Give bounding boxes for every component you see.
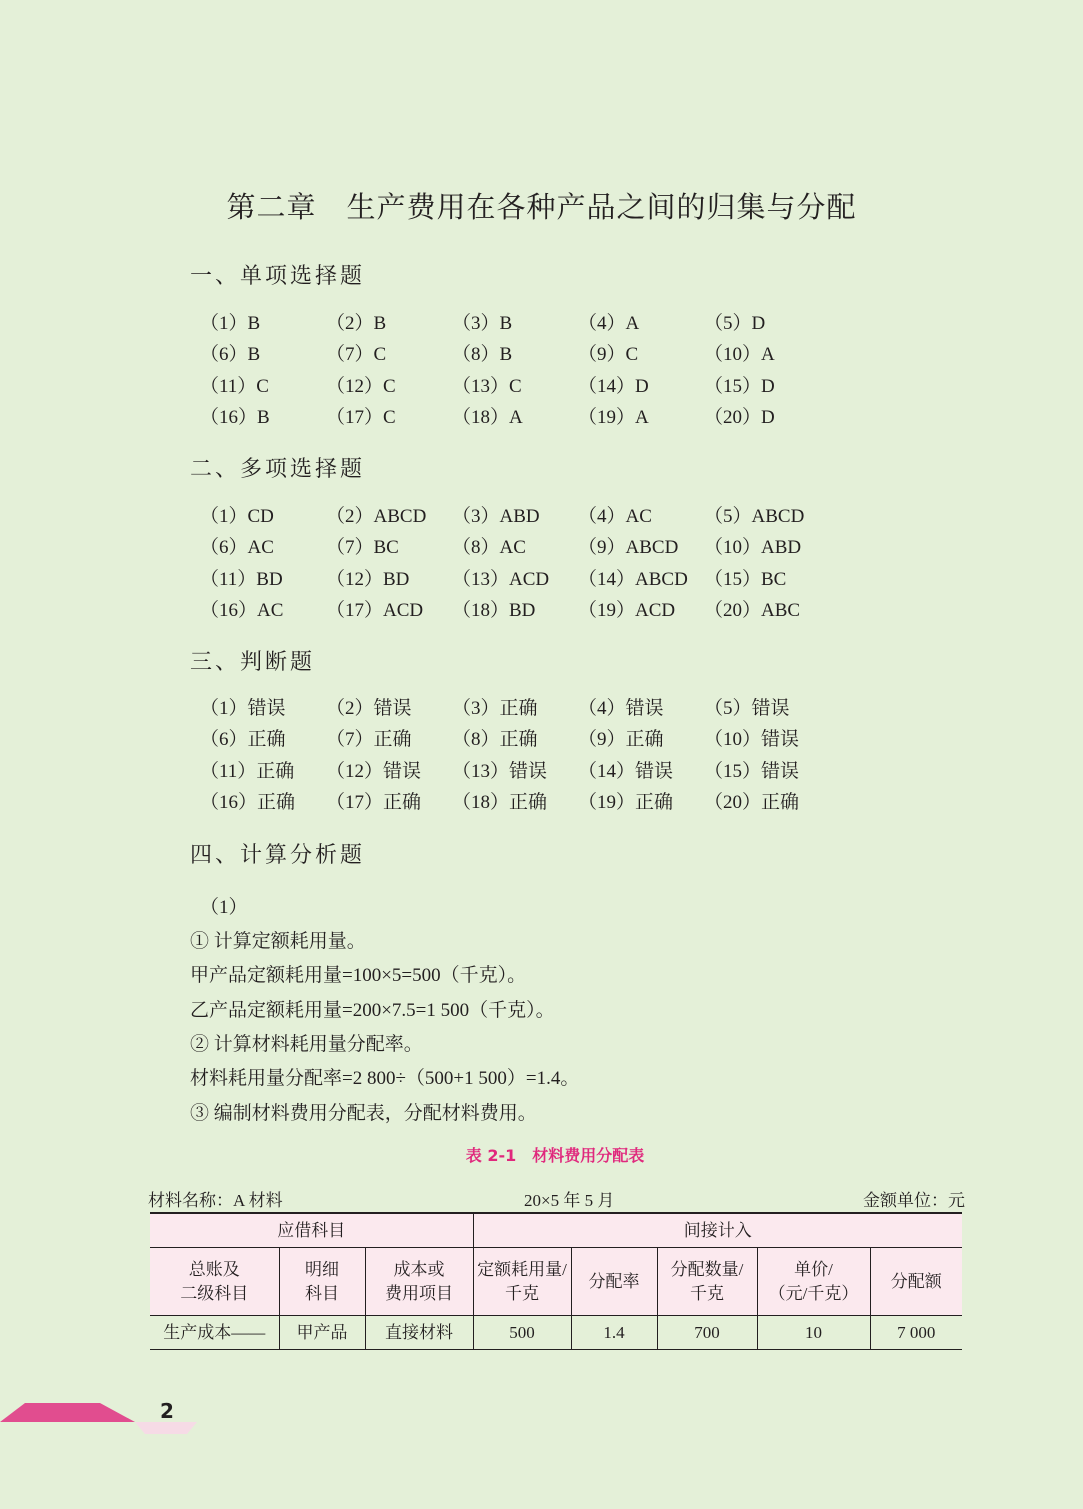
cell-amount: 7 000	[870, 1316, 962, 1350]
answer-item: （3）正确	[452, 698, 538, 719]
calc-line: 甲产品定额耗用量=100×5=500（千克）。	[190, 965, 527, 986]
answer-item: （14）D	[578, 375, 649, 397]
answer-item: （10）A	[704, 344, 775, 366]
answer-item: （11）C	[200, 375, 269, 397]
answer-item: （14）错误	[578, 760, 674, 782]
answer-item: （16）正确	[200, 791, 296, 813]
header-allocated-quantity: 分配数量/ 千克	[657, 1248, 757, 1316]
header-debit-accounts: 应借科目	[150, 1213, 473, 1248]
answer-item: （9）正确	[578, 729, 664, 751]
calc-line: ② 计算材料耗用量分配率。	[190, 1034, 423, 1055]
answer-item: （4）A	[578, 313, 640, 334]
cell-cost-item: 直接材料	[365, 1316, 473, 1350]
answer-item: （3）ABD	[452, 506, 540, 527]
table-row	[150, 1316, 962, 1350]
answer-item: （9）ABCD	[578, 537, 679, 559]
answer-item: （19）ACD	[578, 599, 676, 621]
calc-line: 乙产品定额耗用量=200×7.5=1 500（千克）。	[190, 1000, 555, 1021]
cell-rate: 1.4	[571, 1316, 657, 1350]
header-indirect: 间接计入	[473, 1213, 962, 1248]
answer-item: （5）D	[704, 313, 766, 334]
answer-item: （8）B	[452, 344, 513, 366]
header-quota-consumption: 定额耗用量/ 千克	[473, 1248, 571, 1316]
answer-item: （18）BD	[452, 599, 536, 621]
answer-item: （15）D	[704, 375, 775, 397]
answer-item: （12）C	[326, 375, 396, 397]
answer-item: （20）ABC	[704, 599, 801, 621]
answer-item: （10）错误	[704, 729, 800, 751]
answer-item: （7）C	[326, 344, 387, 366]
answer-item: （13）C	[452, 375, 522, 397]
table-date: 20×5 年 5 月	[524, 1191, 615, 1210]
page-number: 2	[160, 1399, 174, 1423]
answer-item: （1）错误	[200, 698, 286, 719]
calc-line: 材料耗用量分配率=2 800÷（500+1 500）=1.4。	[190, 1068, 580, 1089]
answer-item: （6）AC	[200, 537, 274, 559]
answer-item: （17）ACD	[326, 599, 424, 621]
answer-item: （7）正确	[326, 729, 412, 751]
answer-item: （7）BC	[326, 537, 399, 559]
amount-unit: 金额单位：元	[863, 1191, 965, 1210]
header-general-ledger: 总账及 二级科目	[150, 1248, 279, 1316]
answer-item: （12）错误	[326, 760, 422, 782]
answer-item: （15）错误	[704, 760, 800, 782]
section-heading-true-false: 三、判断题	[190, 650, 316, 675]
section-heading-calculation: 四、计算分析题	[190, 843, 366, 868]
page-corner-tab	[135, 1422, 197, 1434]
answer-item: （1）CD	[200, 506, 274, 527]
answer-item: （12）BD	[326, 568, 410, 590]
answer-item: （14）ABCD	[578, 568, 688, 590]
answer-item: （16）AC	[200, 599, 284, 621]
answer-item: （18）A	[452, 406, 523, 428]
answer-item: （20）D	[704, 406, 775, 428]
single-choice-answers	[200, 308, 840, 433]
cell-quantity: 700	[657, 1316, 757, 1350]
calc-line: （1）	[200, 897, 248, 918]
page-corner-bar	[0, 1403, 135, 1422]
material-name: 材料名称：A 材料	[148, 1191, 283, 1210]
answer-item: （17）C	[326, 406, 396, 428]
answer-item: （11）BD	[200, 568, 283, 590]
answer-item: （17）正确	[326, 791, 422, 813]
table-caption: 表 2-1 材料费用分配表	[465, 1146, 645, 1165]
answer-item: （2）错误	[326, 698, 412, 719]
answer-item: （5）错误	[704, 698, 790, 719]
answer-item: （19）A	[578, 406, 649, 428]
answer-item: （10）ABD	[704, 537, 802, 559]
section-heading-single-choice: 一、单项选择题	[190, 264, 366, 289]
cell-price: 10	[757, 1316, 870, 1350]
answer-item: （4）错误	[578, 698, 664, 719]
answer-item: （4）AC	[578, 506, 652, 527]
answer-item: （9）C	[578, 344, 639, 366]
true-false-answers	[200, 693, 840, 818]
cell-quota: 500	[473, 1316, 571, 1350]
answer-item: （18）正确	[452, 791, 548, 813]
answer-item: （8）正确	[452, 729, 538, 751]
calc-line: ③ 编制材料费用分配表，分配材料费用。	[190, 1103, 537, 1124]
header-allocation-rate: 分配率	[571, 1248, 657, 1316]
answer-item: （19）正确	[578, 791, 674, 813]
answer-item: （11）正确	[200, 760, 295, 782]
cell-general-ledger: 生产成本——	[150, 1316, 279, 1350]
calc-line: ① 计算定额耗用量。	[190, 931, 366, 952]
header-unit-price: 单价/ （元/千克）	[757, 1248, 870, 1316]
answer-item: （5）ABCD	[704, 506, 805, 527]
header-detail-account: 明细 科目	[279, 1248, 365, 1316]
answer-item: （6）正确	[200, 729, 286, 751]
allocation-table	[150, 1212, 962, 1350]
header-allocated-amount: 分配额	[870, 1248, 962, 1316]
answer-item: （2）B	[326, 313, 387, 334]
answer-item: （6）B	[200, 344, 261, 366]
answer-item: （2）ABCD	[326, 506, 427, 527]
answer-item: （20）正确	[704, 791, 800, 813]
multi-choice-answers	[200, 501, 840, 626]
answer-item: （15）BC	[704, 568, 787, 590]
answer-item: （13）ACD	[452, 568, 550, 590]
answer-item: （13）错误	[452, 760, 548, 782]
section-heading-multi-choice: 二、多项选择题	[190, 457, 366, 482]
header-cost-item: 成本或 费用项目	[365, 1248, 473, 1316]
cell-detail-account: 甲产品	[279, 1316, 365, 1350]
answer-item: （3）B	[452, 313, 513, 334]
answer-item: （16）B	[200, 406, 270, 428]
answer-item: （8）AC	[452, 537, 526, 559]
answer-item: （1）B	[200, 313, 261, 334]
chapter-title: 第二章 生产费用在各种产品之间的归集与分配	[226, 190, 857, 224]
